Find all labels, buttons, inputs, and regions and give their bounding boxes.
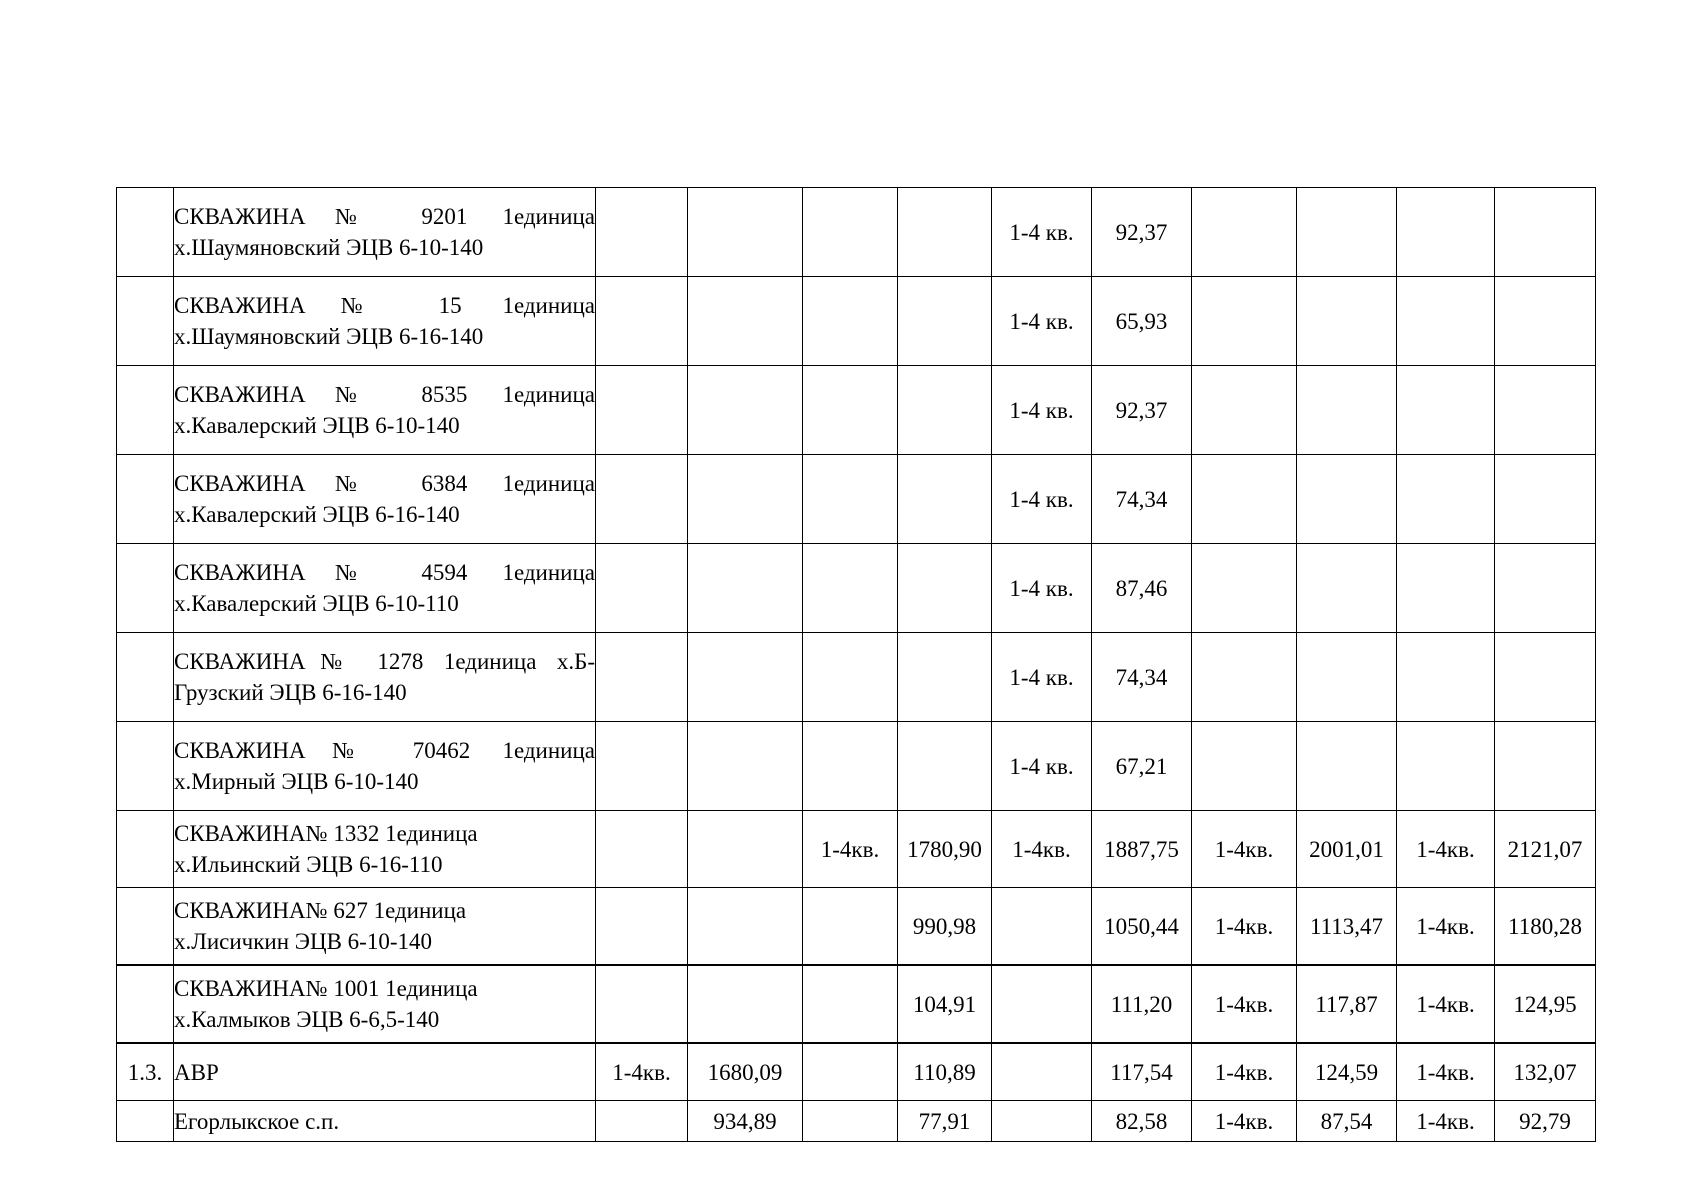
- row-number: [117, 455, 174, 544]
- row-name: СКВАЖИНА№ 1001 1единица х.Калмыков ЭЦВ 6-6,5-140: [174, 965, 596, 1043]
- cell-col11: [1397, 277, 1495, 366]
- cell-col5: [803, 1043, 898, 1101]
- cell-col12: 92,79: [1495, 1101, 1596, 1142]
- cell-col12: [1495, 277, 1596, 366]
- cell-col7: 1-4 кв.: [992, 455, 1092, 544]
- cell-col4: [688, 277, 803, 366]
- cell-col12: [1495, 455, 1596, 544]
- cell-col10: 87,54: [1297, 1101, 1397, 1142]
- cell-col12: 2121,07: [1495, 811, 1596, 888]
- cell-col6: [898, 633, 992, 722]
- cell-col10: [1297, 188, 1397, 277]
- cell-col10: [1297, 544, 1397, 633]
- table-row: [117, 455, 1596, 544]
- cell-col9: [1192, 277, 1297, 366]
- cell-col3: [596, 1101, 688, 1142]
- cell-col5: 1-4кв.: [803, 811, 898, 888]
- row-name: СКВАЖИНА№ 627 1единица х.Лисичкин ЭЦВ 6-10-140: [174, 888, 596, 966]
- cell-col9: [1192, 633, 1297, 722]
- cell-col9: [1192, 366, 1297, 455]
- cell-col9: [1192, 722, 1297, 811]
- row-number: [117, 722, 174, 811]
- cell-col4: [688, 366, 803, 455]
- cell-col6: [898, 544, 992, 633]
- cell-col6: [898, 455, 992, 544]
- cell-col11: 1-4кв.: [1397, 1043, 1495, 1101]
- table-row: [117, 633, 1596, 722]
- row-name: СКВАЖИНА№ 8535 1единица х.Кавалерский ЭЦВ 6-10-140: [174, 366, 596, 455]
- row-number: [117, 544, 174, 633]
- cell-col8: 111,20: [1092, 965, 1192, 1043]
- cell-col10: 1113,47: [1297, 888, 1397, 966]
- cell-col4: [688, 455, 803, 544]
- cell-col4: 934,89: [688, 1101, 803, 1142]
- cell-col12: 132,07: [1495, 1043, 1596, 1101]
- row-number: [117, 188, 174, 277]
- data-table: [116, 187, 1596, 1142]
- cell-col7: 1-4 кв.: [992, 188, 1092, 277]
- cell-col12: [1495, 544, 1596, 633]
- row-name: СКВАЖИНА№ 4594 1единица х.Кавалерский ЭЦВ 6-10-110: [174, 544, 596, 633]
- cell-col10: 2001,01: [1297, 811, 1397, 888]
- cell-col3: [596, 888, 688, 966]
- cell-col8: 74,34: [1092, 455, 1192, 544]
- row-name: Егорлыкское с.п.: [174, 1101, 596, 1142]
- cell-col9: [1192, 455, 1297, 544]
- row-number: 1.3.: [117, 1043, 174, 1101]
- cell-col8: 82,58: [1092, 1101, 1192, 1142]
- cell-col4: [688, 722, 803, 811]
- cell-col3: [596, 544, 688, 633]
- cell-col5: [803, 544, 898, 633]
- cell-col6: [898, 188, 992, 277]
- cell-col11: [1397, 633, 1495, 722]
- cell-col8: 92,37: [1092, 188, 1192, 277]
- cell-col10: [1297, 722, 1397, 811]
- cell-col7: 1-4 кв.: [992, 544, 1092, 633]
- cell-col9: 1-4кв.: [1192, 811, 1297, 888]
- row-name: СКВАЖИНА№ 1278 1единица х.Б- Грузский ЭЦВ 6-16-140: [174, 633, 596, 722]
- table-row: [117, 811, 1596, 888]
- cell-col8: 65,93: [1092, 277, 1192, 366]
- cell-col5: [803, 455, 898, 544]
- cell-col7: [992, 888, 1092, 966]
- cell-col4: [688, 633, 803, 722]
- cell-col10: [1297, 633, 1397, 722]
- cell-col9: 1-4кв.: [1192, 1043, 1297, 1101]
- cell-col6: 110,89: [898, 1043, 992, 1101]
- row-number: [117, 366, 174, 455]
- cell-col5: [803, 722, 898, 811]
- cell-col6: 1780,90: [898, 811, 992, 888]
- cell-col12: 124,95: [1495, 965, 1596, 1043]
- cell-col3: [596, 277, 688, 366]
- row-number: [117, 888, 174, 966]
- table-row: [117, 366, 1596, 455]
- cell-col4: [688, 188, 803, 277]
- cell-col8: 67,21: [1092, 722, 1192, 811]
- cell-col3: [596, 366, 688, 455]
- cell-col8: 74,34: [1092, 633, 1192, 722]
- cell-col7: 1-4кв.: [992, 811, 1092, 888]
- cell-col6: [898, 722, 992, 811]
- cell-col12: [1495, 188, 1596, 277]
- cell-col5: [803, 188, 898, 277]
- row-name: СКВАЖИНА№ 6384 1единица х.Кавалерский ЭЦВ 6-16-140: [174, 455, 596, 544]
- cell-col4: 1680,09: [688, 1043, 803, 1101]
- cell-col7: 1-4 кв.: [992, 633, 1092, 722]
- cell-col6: 104,91: [898, 965, 992, 1043]
- cell-col4: [688, 811, 803, 888]
- row-name: АВР: [174, 1043, 596, 1101]
- cell-col6: 77,91: [898, 1101, 992, 1142]
- cell-col9: [1192, 188, 1297, 277]
- cell-col11: [1397, 722, 1495, 811]
- cell-col4: [688, 544, 803, 633]
- cell-col5: [803, 1101, 898, 1142]
- cell-col5: [803, 633, 898, 722]
- cell-col9: [1192, 544, 1297, 633]
- cell-col12: [1495, 633, 1596, 722]
- table-row: [117, 888, 1596, 966]
- table-row: [117, 965, 1596, 1043]
- cell-col6: [898, 277, 992, 366]
- cell-col8: 117,54: [1092, 1043, 1192, 1101]
- cell-col11: [1397, 366, 1495, 455]
- cell-col5: [803, 965, 898, 1043]
- row-name: СКВАЖИНА№ 1332 1единица х.Ильинский ЭЦВ 6-16-110: [174, 811, 596, 888]
- row-name: СКВАЖИНА№ 15 1единица х.Шаумяновский ЭЦВ 6-16-140: [174, 277, 596, 366]
- cell-col9: 1-4кв.: [1192, 1101, 1297, 1142]
- cell-col4: [688, 888, 803, 966]
- table-row: [117, 1101, 1596, 1142]
- cell-col10: [1297, 277, 1397, 366]
- cell-col4: [688, 965, 803, 1043]
- row-name: СКВАЖИНА№ 70462 1единица х.Мирный ЭЦВ 6-10-140: [174, 722, 596, 811]
- cell-col3: [596, 455, 688, 544]
- cell-col3: 1-4кв.: [596, 1043, 688, 1101]
- cell-col11: [1397, 544, 1495, 633]
- cell-col10: [1297, 455, 1397, 544]
- cell-col11: 1-4кв.: [1397, 1101, 1495, 1142]
- cell-col5: [803, 366, 898, 455]
- cell-col10: [1297, 366, 1397, 455]
- cell-col7: [992, 1101, 1092, 1142]
- cell-col5: [803, 277, 898, 366]
- table-row: [117, 277, 1596, 366]
- table-row: [117, 722, 1596, 811]
- cell-col5: [803, 888, 898, 966]
- row-name: СКВАЖИНА№ 9201 1единица х.Шаумяновский ЭЦВ 6-10-140: [174, 188, 596, 277]
- cell-col12: [1495, 366, 1596, 455]
- row-number: [117, 1101, 174, 1142]
- row-number: [117, 965, 174, 1043]
- row-number: [117, 277, 174, 366]
- table-row: [117, 544, 1596, 633]
- cell-col8: 1887,75: [1092, 811, 1192, 888]
- cell-col12: 1180,28: [1495, 888, 1596, 966]
- cell-col7: [992, 1043, 1092, 1101]
- cell-col3: [596, 633, 688, 722]
- cell-col9: 1-4кв.: [1192, 965, 1297, 1043]
- cell-col6: [898, 366, 992, 455]
- cell-col3: [596, 965, 688, 1043]
- cell-col11: 1-4кв.: [1397, 888, 1495, 966]
- cell-col11: 1-4кв.: [1397, 811, 1495, 888]
- row-number: [117, 633, 174, 722]
- cell-col7: 1-4 кв.: [992, 366, 1092, 455]
- cell-col12: [1495, 722, 1596, 811]
- cell-col3: [596, 811, 688, 888]
- cell-col9: 1-4кв.: [1192, 888, 1297, 966]
- cell-col11: [1397, 188, 1495, 277]
- cell-col11: 1-4кв.: [1397, 965, 1495, 1043]
- cell-col10: 117,87: [1297, 965, 1397, 1043]
- cell-col3: [596, 188, 688, 277]
- row-number: [117, 811, 174, 888]
- cell-col8: 92,37: [1092, 366, 1192, 455]
- table-row: [117, 1043, 1596, 1101]
- cell-col7: 1-4 кв.: [992, 722, 1092, 811]
- cell-col7: [992, 965, 1092, 1043]
- cell-col7: 1-4 кв.: [992, 277, 1092, 366]
- cell-col10: 124,59: [1297, 1043, 1397, 1101]
- cell-col11: [1397, 455, 1495, 544]
- cell-col8: 87,46: [1092, 544, 1192, 633]
- cell-col8: 1050,44: [1092, 888, 1192, 966]
- cell-col6: 990,98: [898, 888, 992, 966]
- cell-col3: [596, 722, 688, 811]
- table-row: [117, 188, 1596, 277]
